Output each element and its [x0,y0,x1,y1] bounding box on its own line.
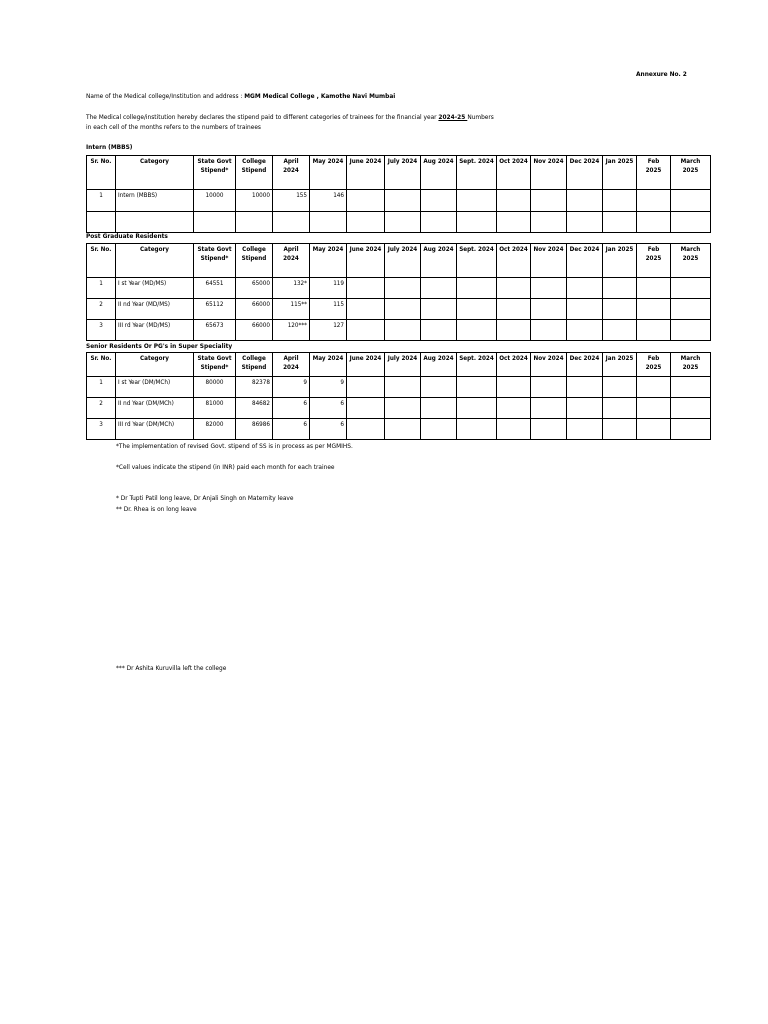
table-cell: 127 [310,320,347,341]
column-header: Jan 2025 [603,244,637,278]
table-cell [603,212,637,233]
table-cell: 9 [273,377,310,398]
column-header: Aug 2024 [421,244,457,278]
table-cell: 65673 [194,320,236,341]
table-cell: 64551 [194,278,236,299]
header-row [87,244,711,278]
column-header: Jan 2025 [603,156,637,190]
table-cell [87,212,116,233]
intern-table [86,155,711,233]
table-cell [637,398,671,419]
institution-label: Name of the Medical college/Institution and address : [86,92,245,100]
table-cell [347,320,385,341]
table-cell [457,212,497,233]
table-cell [347,190,385,212]
table-cell [637,212,671,233]
column-header: Category [116,353,194,377]
table-row [87,377,711,398]
column-header: Oct 2024 [497,156,531,190]
column-header: Dec 2024 [567,156,603,190]
table-cell: 84682 [236,398,273,419]
ss-table [86,352,711,440]
table-cell [421,377,457,398]
table-cell: I st Year (MD/MS) [116,278,194,299]
table-row [87,299,711,320]
table-cell [497,398,531,419]
table-cell: 81000 [194,398,236,419]
table-cell [421,419,457,440]
table-cell [531,398,567,419]
table-cell: 66000 [236,320,273,341]
table-cell: 6 [273,398,310,419]
table-cell: 2 [87,398,116,419]
table-cell [385,320,421,341]
column-header: May 2024 [310,156,347,190]
table-cell: III rd Year (DM/MCh) [116,419,194,440]
table-cell: 1 [87,377,116,398]
column-header: May 2024 [310,244,347,278]
financial-year: 2024-25 [438,113,468,121]
table-cell [457,278,497,299]
table-cell [567,190,603,212]
table-cell: 132* [273,278,310,299]
note-single-asterisk: * Dr Tupti Patil long leave, Dr Anjali Singh on Maternity leave [116,494,294,502]
table-cell: I st Year (DM/MCh) [116,377,194,398]
table-cell: 66000 [236,299,273,320]
column-header: State Govt Stipend* [194,353,236,377]
table-cell [116,212,194,233]
table-cell [567,299,603,320]
table-cell: 6 [310,398,347,419]
table-cell [637,190,671,212]
column-header: July 2024 [385,353,421,377]
table-cell [385,190,421,212]
column-header: Dec 2024 [567,353,603,377]
column-header: College Stipend [236,353,273,377]
table-cell [457,190,497,212]
table-cell [457,419,497,440]
table-cell [421,278,457,299]
table-cell [531,377,567,398]
table-cell [567,278,603,299]
table-cell: 65000 [236,278,273,299]
column-header: Feb 2025 [637,156,671,190]
column-header: April 2024 [273,156,310,190]
column-header: June 2024 [347,353,385,377]
table-cell: 10000 [194,190,236,212]
column-header: College Stipend [236,244,273,278]
table-cell [421,398,457,419]
table-cell [531,419,567,440]
section-title-ss: Senior Residents Or PG's in Super Speciality [86,342,233,350]
declaration-numbers: Numbers [467,113,494,121]
table-cell [603,278,637,299]
declaration-line-2: in each cell of the months refers to the numbers of trainees [86,123,261,131]
table-cell [671,398,711,419]
table-row [87,190,711,212]
column-header: March 2025 [671,156,711,190]
table-cell [567,398,603,419]
column-header: June 2024 [347,156,385,190]
table-cell [385,212,421,233]
table-cell [671,190,711,212]
column-header: Oct 2024 [497,353,531,377]
column-header: Nov 2024 [531,244,567,278]
table-cell [347,419,385,440]
table-cell [347,212,385,233]
header-row [87,156,711,190]
table-cell [421,212,457,233]
column-header: Sr. No. [87,156,116,190]
column-header: May 2024 [310,353,347,377]
table-cell [421,299,457,320]
table-cell [497,212,531,233]
table-cell [457,398,497,419]
note-cell-values: *Cell values indicate the stipend (in INR) paid each month for each trainee [116,463,335,471]
institution-name-line [86,92,395,100]
table-cell: II nd Year (MD/MS) [116,299,194,320]
table-cell [497,320,531,341]
table-cell [497,278,531,299]
table-cell: 6 [273,419,310,440]
table-cell [497,377,531,398]
column-header: Category [116,156,194,190]
table-cell [421,320,457,341]
table-row [87,278,711,299]
table-cell [603,377,637,398]
table-cell: III rd Year (MD/MS) [116,320,194,341]
table-cell: 80000 [194,377,236,398]
table-cell [637,419,671,440]
table-cell [310,212,347,233]
note-triple-asterisk: *** Dr Ashita Kuruvilla left the college [116,664,227,672]
table-cell [457,377,497,398]
pg-table [86,243,711,341]
table-cell: 3 [87,320,116,341]
table-cell [567,212,603,233]
table-cell [567,377,603,398]
table-cell [603,419,637,440]
table-cell [671,419,711,440]
table-cell: 86986 [236,419,273,440]
table-cell: 120*** [273,320,310,341]
column-header: April 2024 [273,353,310,377]
table-cell: 1 [87,190,116,212]
table-cell [567,320,603,341]
column-header: March 2025 [671,244,711,278]
table-cell [347,377,385,398]
column-header: June 2024 [347,244,385,278]
column-header: July 2024 [385,156,421,190]
table-cell: Intern (MBBS) [116,190,194,212]
table-row [87,320,711,341]
table-cell [385,278,421,299]
table-cell [671,299,711,320]
column-header: Sr. No. [87,353,116,377]
table-row [87,212,711,233]
column-header: Sr. No. [87,244,116,278]
table-cell: 6 [310,419,347,440]
table-cell [637,320,671,341]
table-cell [567,419,603,440]
table-cell [385,299,421,320]
table-cell: 115** [273,299,310,320]
column-header: Nov 2024 [531,156,567,190]
table-cell: 119 [310,278,347,299]
table-cell [497,190,531,212]
table-cell: 1 [87,278,116,299]
table-cell [347,299,385,320]
table-cell [603,398,637,419]
declaration-line-1 [86,113,494,121]
declaration-text: The Medical college/institution hereby declares the stipend paid to different categories of trainees for the financial year [86,113,439,121]
table-cell [637,299,671,320]
column-header: Dec 2024 [567,244,603,278]
table-cell [531,190,567,212]
table-cell: 155 [273,190,310,212]
column-header: Jan 2025 [603,353,637,377]
column-header: April 2024 [273,244,310,278]
column-header: Sept. 2024 [457,353,497,377]
table-cell [671,320,711,341]
column-header: Oct 2024 [497,244,531,278]
header-row [87,353,711,377]
table-cell: 146 [310,190,347,212]
table-cell [421,190,457,212]
table-cell: II nd Year (DM/MCh) [116,398,194,419]
column-header: State Govt Stipend* [194,156,236,190]
table-cell: 82378 [236,377,273,398]
table-cell [637,278,671,299]
column-header: Sept. 2024 [457,156,497,190]
column-header: College Stipend [236,156,273,190]
table-cell: 115 [310,299,347,320]
table-cell [531,278,567,299]
column-header: Feb 2025 [637,244,671,278]
table-cell [637,377,671,398]
table-cell [603,320,637,341]
table-cell: 3 [87,419,116,440]
note-double-asterisk: ** Dr. Rhea is on long leave [116,505,197,513]
table-cell [671,212,711,233]
table-cell: 65112 [194,299,236,320]
table-cell [531,212,567,233]
section-title-pg: Post Graduate Residents [86,232,168,240]
note-ss-revision: *The implementation of revised Govt. stipend of SS is in process as per MGMIHS. [116,442,353,450]
column-header: Feb 2025 [637,353,671,377]
table-cell [194,212,236,233]
table-cell [671,377,711,398]
column-header: State Govt Stipend* [194,244,236,278]
table-cell [671,278,711,299]
table-cell [497,419,531,440]
table-cell [385,377,421,398]
table-cell: 10000 [236,190,273,212]
table-cell [236,212,273,233]
column-header: Aug 2024 [421,353,457,377]
institution-name: MGM Medical College , Kamothe Navi Mumbai [244,92,396,100]
table-cell: 82000 [194,419,236,440]
table-cell [457,320,497,341]
table-cell [531,320,567,341]
section-title-intern: Intern (MBBS) [86,143,133,151]
table-cell [347,398,385,419]
table-cell [603,190,637,212]
table-cell [347,278,385,299]
column-header: Aug 2024 [421,156,457,190]
table-cell [385,419,421,440]
column-header: Nov 2024 [531,353,567,377]
table-cell [603,299,637,320]
column-header: July 2024 [385,244,421,278]
table-cell [497,299,531,320]
table-cell: 9 [310,377,347,398]
annexure-label: Annexure No. 2 [636,70,687,78]
column-header: Category [116,244,194,278]
table-row [87,419,711,440]
table-cell: 2 [87,299,116,320]
table-cell [385,398,421,419]
table-cell [457,299,497,320]
column-header: Sept. 2024 [457,244,497,278]
table-row [87,398,711,419]
column-header: March 2025 [671,353,711,377]
table-cell [273,212,310,233]
table-cell [531,299,567,320]
